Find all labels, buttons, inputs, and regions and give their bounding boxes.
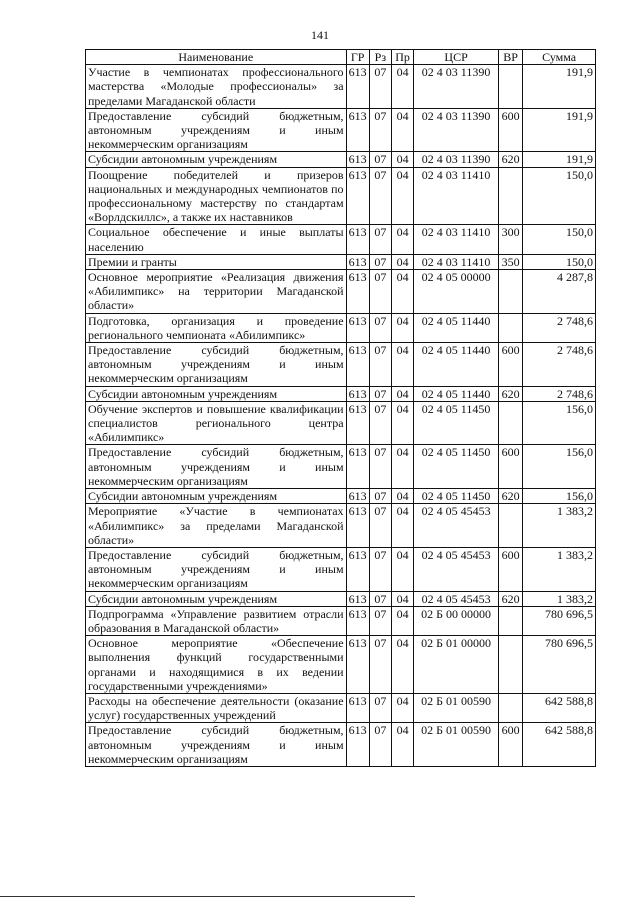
cell-gr: 613 — [346, 723, 369, 767]
cell-rz: 07 — [369, 313, 391, 342]
cell-rz: 07 — [369, 270, 391, 314]
table-row — [86, 693, 596, 722]
cell-name: Предоставление субсидий бюджетным, автономным учреждениям и иным некоммерческим организациям — [86, 445, 347, 489]
cell-name: Подпрограмма «Управление развитием отрасли образования в Магаданской области» — [86, 606, 347, 635]
cell-csr: 02 4 05 11440 — [414, 343, 499, 387]
table-row — [86, 225, 596, 254]
cell-name: Социальное обеспечение и иные выплаты населению — [86, 225, 347, 254]
cell-rz: 07 — [369, 693, 391, 722]
cell-name: Субсидии автономным учреждениям — [86, 489, 347, 504]
cell-vr: 600 — [499, 108, 523, 152]
cell-name: Участие в чемпионатах профессионального мастерства «Молодые профессионалы» за пределами Магаданской области — [86, 65, 347, 109]
cell-gr: 613 — [346, 636, 369, 694]
cell-name: Предоставление субсидий бюджетным, автономным учреждениям и иным некоммерческим организациям — [86, 108, 347, 152]
cell-vr: 620 — [499, 591, 523, 606]
cell-csr: 02 4 03 11390 — [414, 65, 499, 109]
cell-sum: 191,9 — [523, 65, 596, 109]
cell-csr: 02 4 03 11390 — [414, 108, 499, 152]
cell-rz: 07 — [369, 254, 391, 269]
cell-pr: 04 — [391, 445, 413, 489]
page-bottom-rule — [0, 896, 415, 897]
cell-csr: 02 4 05 11450 — [414, 489, 499, 504]
page-number: 141 — [311, 28, 329, 42]
cell-vr — [499, 313, 523, 342]
cell-csr: 02 4 05 45453 — [414, 504, 499, 548]
cell-gr: 613 — [346, 606, 369, 635]
cell-gr: 613 — [346, 225, 369, 254]
cell-vr: 600 — [499, 445, 523, 489]
cell-pr: 04 — [391, 254, 413, 269]
cell-sum: 150,0 — [523, 225, 596, 254]
cell-gr: 613 — [346, 167, 369, 225]
cell-pr: 04 — [391, 591, 413, 606]
cell-vr: 620 — [499, 489, 523, 504]
cell-rz: 07 — [369, 65, 391, 109]
cell-pr: 04 — [391, 401, 413, 445]
table-row — [86, 386, 596, 401]
cell-gr: 613 — [346, 504, 369, 548]
cell-vr: 350 — [499, 254, 523, 269]
table-row — [86, 723, 596, 767]
cell-sum: 2 748,6 — [523, 343, 596, 387]
cell-name: Мероприятие «Участие в чемпионатах «Абилимпикс» за пределами Магаданской области» — [86, 504, 347, 548]
cell-pr: 04 — [391, 386, 413, 401]
cell-gr: 613 — [346, 489, 369, 504]
cell-gr: 613 — [346, 386, 369, 401]
cell-pr: 04 — [391, 270, 413, 314]
cell-pr: 04 — [391, 167, 413, 225]
table-row — [86, 167, 596, 225]
cell-gr: 613 — [346, 591, 369, 606]
cell-pr: 04 — [391, 152, 413, 167]
cell-gr: 613 — [346, 343, 369, 387]
table-row — [86, 270, 596, 314]
cell-vr: 620 — [499, 386, 523, 401]
cell-pr: 04 — [391, 343, 413, 387]
cell-pr: 04 — [391, 636, 413, 694]
table-row — [86, 636, 596, 694]
cell-rz: 07 — [369, 547, 391, 591]
cell-csr: 02 4 03 11410 — [414, 167, 499, 225]
cell-sum: 780 696,5 — [523, 636, 596, 694]
cell-vr: 620 — [499, 152, 523, 167]
cell-name: Предоставление субсидий бюджетным, автономным учреждениям и иным некоммерческим организациям — [86, 343, 347, 387]
cell-sum: 1 383,2 — [523, 591, 596, 606]
cell-vr — [499, 270, 523, 314]
cell-rz: 07 — [369, 401, 391, 445]
cell-rz: 07 — [369, 504, 391, 548]
table-row — [86, 401, 596, 445]
cell-rz: 07 — [369, 343, 391, 387]
cell-sum: 1 383,2 — [523, 547, 596, 591]
cell-gr: 613 — [346, 313, 369, 342]
cell-sum: 642 588,8 — [523, 723, 596, 767]
cell-sum: 150,0 — [523, 254, 596, 269]
table-row — [86, 254, 596, 269]
cell-vr — [499, 636, 523, 694]
cell-csr: 02 4 05 11440 — [414, 313, 499, 342]
cell-sum: 191,9 — [523, 108, 596, 152]
cell-vr — [499, 606, 523, 635]
cell-name: Обучение экспертов и повышение квалификации специалистов регионального центра «Абилимпикс» — [86, 401, 347, 445]
cell-sum: 4 287,8 — [523, 270, 596, 314]
cell-rz: 07 — [369, 445, 391, 489]
cell-name: Основное мероприятие «Реализация движения «Абилимпикс» на территории Магаданской области» — [86, 270, 347, 314]
cell-sum: 150,0 — [523, 167, 596, 225]
header-gr: ГР — [346, 50, 369, 65]
cell-rz: 07 — [369, 152, 391, 167]
cell-sum: 642 588,8 — [523, 693, 596, 722]
cell-rz: 07 — [369, 167, 391, 225]
cell-sum: 191,9 — [523, 152, 596, 167]
budget-table — [85, 49, 596, 767]
cell-csr: 02 Б 01 00590 — [414, 693, 499, 722]
header-rz: Рз — [369, 50, 391, 65]
cell-name: Субсидии автономным учреждениям — [86, 152, 347, 167]
cell-csr: 02 Б 01 00590 — [414, 723, 499, 767]
table-row — [86, 547, 596, 591]
cell-pr: 04 — [391, 606, 413, 635]
cell-pr: 04 — [391, 313, 413, 342]
cell-rz: 07 — [369, 489, 391, 504]
table-body — [86, 65, 596, 767]
cell-csr: 02 Б 00 00000 — [414, 606, 499, 635]
cell-pr: 04 — [391, 65, 413, 109]
table-row — [86, 313, 596, 342]
header-sum: Сумма — [523, 50, 596, 65]
cell-sum: 780 696,5 — [523, 606, 596, 635]
cell-pr: 04 — [391, 504, 413, 548]
cell-gr: 613 — [346, 693, 369, 722]
cell-vr — [499, 167, 523, 225]
cell-rz: 07 — [369, 225, 391, 254]
cell-pr: 04 — [391, 723, 413, 767]
cell-vr: 600 — [499, 723, 523, 767]
table-row — [86, 606, 596, 635]
cell-sum: 2 748,6 — [523, 386, 596, 401]
cell-name: Субсидии автономным учреждениям — [86, 591, 347, 606]
header-pr: Пр — [391, 50, 413, 65]
cell-rz: 07 — [369, 636, 391, 694]
cell-rz: 07 — [369, 606, 391, 635]
cell-gr: 613 — [346, 445, 369, 489]
cell-name: Субсидии автономным учреждениям — [86, 386, 347, 401]
cell-pr: 04 — [391, 693, 413, 722]
table-row — [86, 445, 596, 489]
cell-rz: 07 — [369, 108, 391, 152]
header-csr: ЦСР — [414, 50, 499, 65]
cell-pr: 04 — [391, 489, 413, 504]
table-row — [86, 108, 596, 152]
cell-vr — [499, 65, 523, 109]
cell-gr: 613 — [346, 547, 369, 591]
cell-gr: 613 — [346, 152, 369, 167]
cell-csr: 02 4 03 11410 — [414, 254, 499, 269]
table-row — [86, 504, 596, 548]
cell-gr: 613 — [346, 65, 369, 109]
cell-name: Предоставление субсидий бюджетным, автономным учреждениям и иным некоммерческим организациям — [86, 723, 347, 767]
cell-csr: 02 4 05 00000 — [414, 270, 499, 314]
cell-gr: 613 — [346, 254, 369, 269]
cell-sum: 156,0 — [523, 401, 596, 445]
cell-gr: 613 — [346, 108, 369, 152]
table-row — [86, 489, 596, 504]
table-row — [86, 343, 596, 387]
cell-vr — [499, 504, 523, 548]
cell-gr: 613 — [346, 270, 369, 314]
cell-sum: 156,0 — [523, 445, 596, 489]
cell-csr: 02 4 05 11440 — [414, 386, 499, 401]
cell-rz: 07 — [369, 386, 391, 401]
cell-name: Премии и гранты — [86, 254, 347, 269]
cell-csr: 02 4 03 11390 — [414, 152, 499, 167]
cell-name: Поощрение победителей и призеров национальных и международных чемпионатов по профессиональному мастерству по стандартам «Ворлдскиллс», а также их наставников — [86, 167, 347, 225]
cell-name: Подготовка, организация и проведение регионального чемпионата «Абилимпикс» — [86, 313, 347, 342]
cell-vr: 600 — [499, 343, 523, 387]
table-header-row — [86, 50, 596, 65]
cell-pr: 04 — [391, 108, 413, 152]
cell-vr: 300 — [499, 225, 523, 254]
table-row — [86, 152, 596, 167]
cell-gr: 613 — [346, 401, 369, 445]
cell-sum: 156,0 — [523, 489, 596, 504]
cell-sum: 1 383,2 — [523, 504, 596, 548]
table-row — [86, 591, 596, 606]
cell-vr — [499, 401, 523, 445]
header-vr: ВР — [499, 50, 523, 65]
cell-csr: 02 Б 01 00000 — [414, 636, 499, 694]
cell-name: Основное мероприятие «Обеспечение выполнения функций государственными органами и находящимися в их ведении государственными учреждениями» — [86, 636, 347, 694]
cell-sum: 2 748,6 — [523, 313, 596, 342]
cell-rz: 07 — [369, 723, 391, 767]
table-row — [86, 65, 596, 109]
cell-csr: 02 4 03 11410 — [414, 225, 499, 254]
header-name: Наименование — [86, 50, 347, 65]
cell-pr: 04 — [391, 225, 413, 254]
cell-csr: 02 4 05 11450 — [414, 445, 499, 489]
cell-csr: 02 4 05 45453 — [414, 547, 499, 591]
cell-pr: 04 — [391, 547, 413, 591]
cell-vr — [499, 693, 523, 722]
cell-rz: 07 — [369, 591, 391, 606]
cell-csr: 02 4 05 11450 — [414, 401, 499, 445]
cell-name: Расходы на обеспечение деятельности (оказание услуг) государственных учреждений — [86, 693, 347, 722]
cell-vr: 600 — [499, 547, 523, 591]
cell-name: Предоставление субсидий бюджетным, автономным учреждениям и иным некоммерческим организациям — [86, 547, 347, 591]
cell-csr: 02 4 05 45453 — [414, 591, 499, 606]
